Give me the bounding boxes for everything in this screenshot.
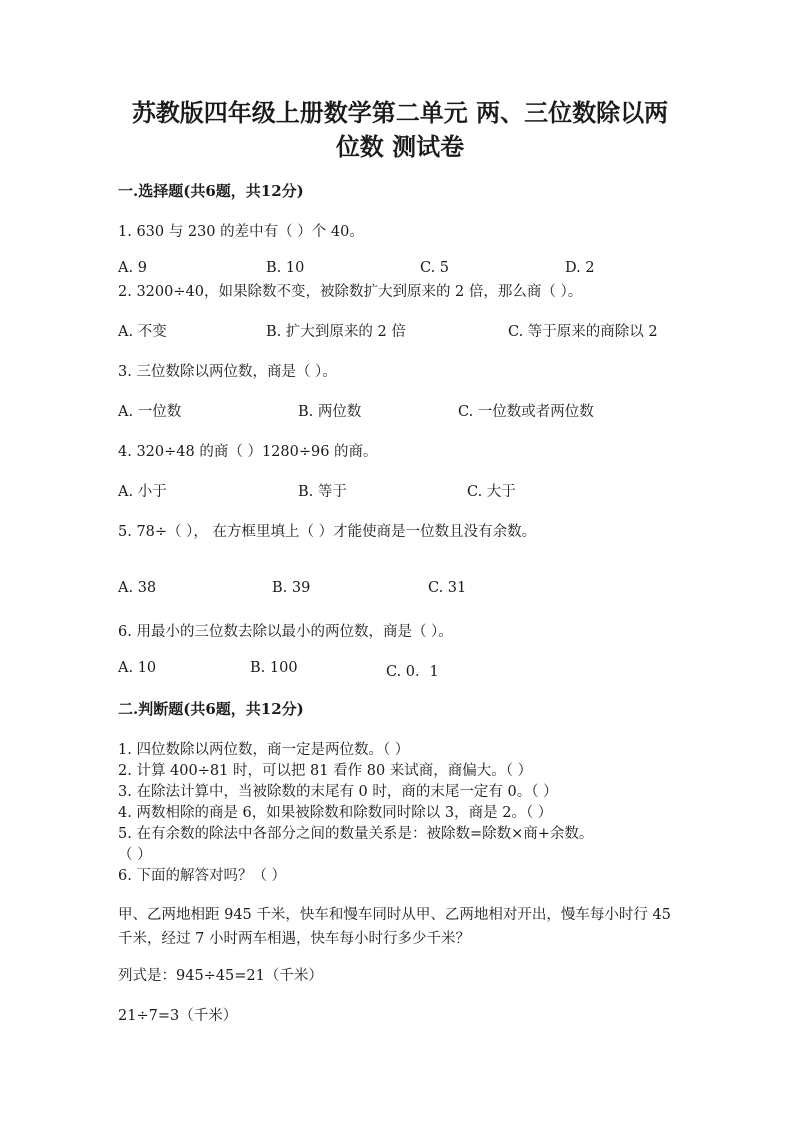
question-5: 5. 78÷（ ）， 在方框里填上（ ）才能使商是一位数且没有余数。 <box>118 524 537 540</box>
q3-option-c: C. 一位数或者两位数 <box>458 404 594 420</box>
q1-option-a: A. 9 <box>118 260 147 276</box>
question-1: 1. 630 与 230 的差中有（ ）个 40。 <box>118 224 364 240</box>
q5-option-b: B. 39 <box>272 580 311 596</box>
question-3: 3. 三位数除以两位数，商是（ ）。 <box>118 364 337 380</box>
judgement-5-parenthesis: （ ） <box>118 847 152 863</box>
q6-option-b: B. 100 <box>250 660 298 676</box>
q3-option-a: A. 一位数 <box>118 404 182 420</box>
title-line-2: 位数 测试卷 <box>335 132 465 161</box>
section-heading-judgement: 二.判断题(共6题，共12分) <box>118 700 304 718</box>
q6-option-c: C. 0．1 <box>386 664 439 680</box>
q6-option-a: A. 10 <box>118 660 157 676</box>
page-title <box>100 96 700 164</box>
word-problem: 甲、乙两地相距 945 千米，快车和慢车同时从甲、乙两地相对开出，慢车每小时行 45 千米，经过 7 小时两车相遇，快车每小时行多少千米？ <box>118 907 671 947</box>
q5-option-c: C. 31 <box>428 580 467 596</box>
title-line-1: 苏教版四年级上册数学第二单元 两、三位数除以两 <box>131 98 669 127</box>
judgement-1: 1. 四位数除以两位数，商一定是两位数。（ ） <box>118 742 410 758</box>
judgement-4: 4. 两数相除的商是 6，如果被除数和除数同时除以 3，商是 2。（ ） <box>118 805 553 821</box>
q1-option-b: B. 10 <box>266 260 305 276</box>
q3-option-b: B. 两位数 <box>298 404 362 420</box>
question-4: 4. 320÷48 的商（ ）1280÷96 的商。 <box>118 444 378 460</box>
judgement-5: 5. 在有余数的除法中各部分之间的数量关系是：被除数=除数×商+余数。 <box>118 826 594 842</box>
q2-option-b: B. 扩大到原来的 2 倍 <box>266 324 406 340</box>
judgement-3: 3. 在除法计算中，当被除数的末尾有 0 时，商的末尾一定有 0。（ ） <box>118 784 558 800</box>
solution-step-1: 列式是：945÷45=21（千米） <box>118 968 323 984</box>
q5-option-a: A. 38 <box>118 580 157 596</box>
q4-option-a: A. 小于 <box>118 484 167 500</box>
q2-option-c: C. 等于原来的商除以 2 <box>508 324 658 340</box>
section-heading-choice: 一.选择题(共6题，共12分) <box>118 182 304 200</box>
question-6: 6. 用最小的三位数去除以最小的两位数，商是（ ）。 <box>118 624 453 640</box>
q1-option-c: C. 5 <box>420 260 450 276</box>
q2-option-a: A. 不变 <box>118 324 167 340</box>
q4-option-b: B. 等于 <box>298 484 347 500</box>
judgement-2: 2. 计算 400÷81 时，可以把 81 看作 80 来试商，商偏大。（ ） <box>118 763 533 779</box>
question-2: 2. 3200÷40，如果除数不变，被除数扩大到原来的 2 倍，那么商（ ）。 <box>118 284 583 300</box>
judgement-6: 6. 下面的解答对吗？（ ） <box>118 868 287 884</box>
solution-step-2: 21÷7=3（千米） <box>118 1008 238 1024</box>
q1-option-d: D. 2 <box>565 260 595 276</box>
q4-option-c: C. 大于 <box>467 484 516 500</box>
